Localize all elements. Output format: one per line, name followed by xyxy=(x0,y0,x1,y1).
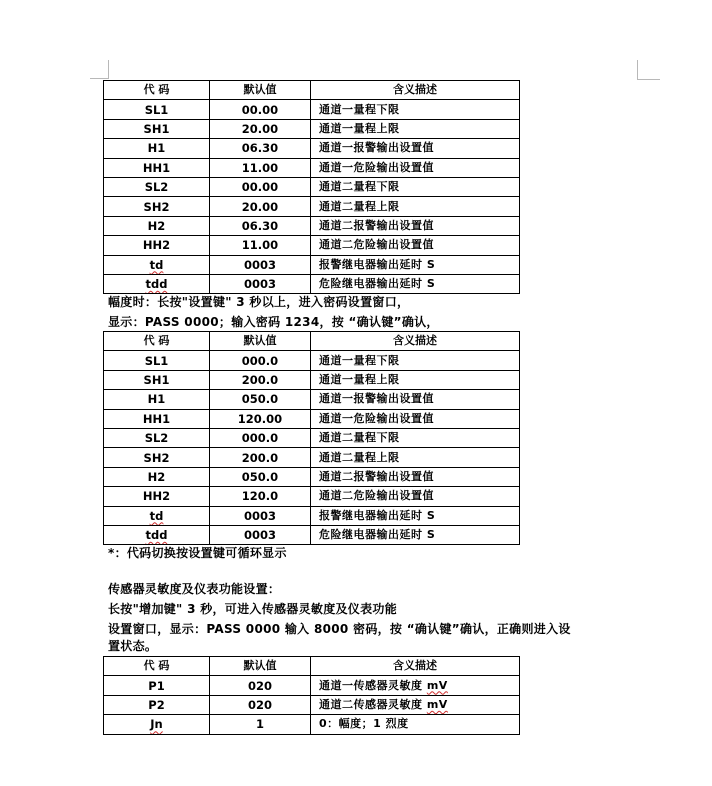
desc-cell: 通道一危险输出设置值 xyxy=(311,158,520,177)
table-row xyxy=(104,715,520,734)
default-cell: 0003 xyxy=(210,255,311,274)
instruction-line-1: 幅度时：长按"设置键" 3 秒以上，进入密码设置窗口， xyxy=(108,295,410,309)
default-cell: 020 xyxy=(210,695,311,714)
desc-cell: 通道一量程下限 xyxy=(311,351,520,370)
table-row xyxy=(104,255,520,274)
default-cell: 000.0 xyxy=(210,351,311,370)
table-row xyxy=(104,351,520,370)
desc-text: 0：幅度；1 烈度 xyxy=(319,717,409,731)
parameter-table-1 xyxy=(103,80,520,294)
desc-cell xyxy=(311,676,520,695)
code-cell: SL1 xyxy=(104,351,210,370)
instruction-line-3: 长按"增加键" 3 秒，可进入传感器灵敏度及仪表功能 xyxy=(108,602,398,616)
default-cell: 0003 xyxy=(210,525,311,544)
default-cell: 020 xyxy=(210,676,311,695)
default-cell: 120.00 xyxy=(210,409,311,428)
header-code: 代 码 xyxy=(104,81,210,100)
table-row xyxy=(104,139,520,158)
code-cell: H1 xyxy=(104,390,210,409)
instruction-line-2: 显示：PASS 0000；输入密码 1234，按 “确认键”确认， xyxy=(108,315,439,329)
code-cell: H2 xyxy=(104,467,210,486)
default-cell: 20.00 xyxy=(210,119,311,138)
header-code: 代 码 xyxy=(104,657,210,676)
crop-mark-right xyxy=(637,60,660,80)
desc-cell: 通道一量程上限 xyxy=(311,119,520,138)
desc-cell: 危险继电器输出延时 S xyxy=(311,525,520,544)
table-row xyxy=(104,506,520,525)
code-cell: HH1 xyxy=(104,409,210,428)
code-cell: td xyxy=(149,508,164,523)
table-row xyxy=(104,216,520,235)
header-default: 默认值 xyxy=(210,657,311,676)
desc-cell: 通道二量程下限 xyxy=(311,428,520,447)
code-cell: SH1 xyxy=(104,119,210,138)
desc-cell: 通道二量程下限 xyxy=(311,177,520,196)
table-row xyxy=(104,428,520,447)
desc-cell: 通道一量程下限 xyxy=(311,100,520,119)
instruction-line-4: 设置窗口，显示：PASS 0000 输入 8000 密码，按 “确认键”确认，正确则进入设 xyxy=(108,622,571,636)
table-row xyxy=(104,467,520,486)
desc-cell: 通道二危险输出设置值 xyxy=(311,487,520,506)
default-cell: 1 xyxy=(210,715,311,734)
table-header-row xyxy=(104,81,520,100)
code-cell: H2 xyxy=(104,216,210,235)
desc-text: 通道二传感器灵敏度 xyxy=(319,697,427,711)
default-cell: 200.0 xyxy=(210,448,311,467)
code-cell: SH1 xyxy=(104,370,210,389)
crop-mark-left xyxy=(90,60,109,79)
desc-cell: 通道一量程上限 xyxy=(311,370,520,389)
table-row xyxy=(104,695,520,714)
table-header-row xyxy=(104,657,520,676)
desc-cell: 通道一危险输出设置值 xyxy=(311,409,520,428)
default-cell: 06.30 xyxy=(210,216,311,235)
default-cell: 06.30 xyxy=(210,139,311,158)
code-cell: P2 xyxy=(104,695,210,714)
header-default: 默认值 xyxy=(210,332,311,351)
table-row xyxy=(104,448,520,467)
desc-text: 通道一传感器灵敏度 xyxy=(319,678,427,692)
code-cell: Jn xyxy=(150,717,163,732)
desc-cell xyxy=(311,715,520,734)
desc-cell xyxy=(311,695,520,714)
section-title: 传感器灵敏度及仪表功能设置： xyxy=(108,582,281,596)
table-row xyxy=(104,370,520,389)
table-row xyxy=(104,676,520,695)
header-desc: 含义描述 xyxy=(311,332,520,351)
table-row xyxy=(104,487,520,506)
header-code: 代 码 xyxy=(104,332,210,351)
code-cell: SL2 xyxy=(104,177,210,196)
unit-text: mV xyxy=(426,678,448,692)
code-cell: SH2 xyxy=(104,197,210,216)
desc-cell: 报警继电器输出延时 S xyxy=(311,506,520,525)
code-cell: P1 xyxy=(104,676,210,695)
table-row xyxy=(104,274,520,293)
desc-cell: 通道二报警输出设置值 xyxy=(311,467,520,486)
code-cell: tdd xyxy=(145,277,168,292)
code-cell: H1 xyxy=(104,139,210,158)
table-row xyxy=(104,177,520,196)
table-row xyxy=(104,197,520,216)
default-cell: 11.00 xyxy=(210,158,311,177)
header-desc: 含义描述 xyxy=(311,657,520,676)
header-desc: 含义描述 xyxy=(311,81,520,100)
table-header-row xyxy=(104,332,520,351)
sensor-settings-table xyxy=(103,656,520,735)
table-row xyxy=(104,409,520,428)
table-row xyxy=(104,119,520,138)
desc-cell: 报警继电器输出延时 S xyxy=(311,255,520,274)
default-cell: 11.00 xyxy=(210,236,311,255)
default-cell: 200.0 xyxy=(210,370,311,389)
desc-cell: 通道二危险输出设置值 xyxy=(311,236,520,255)
code-cell: SL2 xyxy=(104,428,210,447)
default-cell: 20.00 xyxy=(210,197,311,216)
note-line: *：代码切换按设置键可循环显示 xyxy=(108,546,287,560)
table-row xyxy=(104,525,520,544)
desc-cell: 通道二量程上限 xyxy=(311,448,520,467)
desc-cell: 通道二量程上限 xyxy=(311,197,520,216)
default-cell: 050.0 xyxy=(210,467,311,486)
unit-text: mV xyxy=(426,697,448,711)
header-default: 默认值 xyxy=(210,81,311,100)
table-row xyxy=(104,236,520,255)
default-cell: 0003 xyxy=(210,506,311,525)
table-row xyxy=(104,100,520,119)
code-cell: SH2 xyxy=(104,448,210,467)
code-cell: HH1 xyxy=(104,158,210,177)
desc-cell: 危险继电器输出延时 S xyxy=(311,274,520,293)
table-row xyxy=(104,158,520,177)
code-cell: SL1 xyxy=(104,100,210,119)
code-cell: td xyxy=(149,257,164,272)
code-cell: HH2 xyxy=(104,487,210,506)
desc-cell: 通道二报警输出设置值 xyxy=(311,216,520,235)
default-cell: 120.0 xyxy=(210,487,311,506)
code-cell: tdd xyxy=(145,528,168,543)
default-cell: 00.00 xyxy=(210,177,311,196)
instruction-line-5: 置状态。 xyxy=(108,639,158,653)
default-cell: 0003 xyxy=(210,274,311,293)
default-cell: 000.0 xyxy=(210,428,311,447)
desc-cell: 通道一报警输出设置值 xyxy=(311,390,520,409)
default-cell: 050.0 xyxy=(210,390,311,409)
code-cell: HH2 xyxy=(104,236,210,255)
desc-cell: 通道一报警输出设置值 xyxy=(311,139,520,158)
default-cell: 00.00 xyxy=(210,100,311,119)
parameter-table-2 xyxy=(103,331,520,545)
table-row xyxy=(104,390,520,409)
